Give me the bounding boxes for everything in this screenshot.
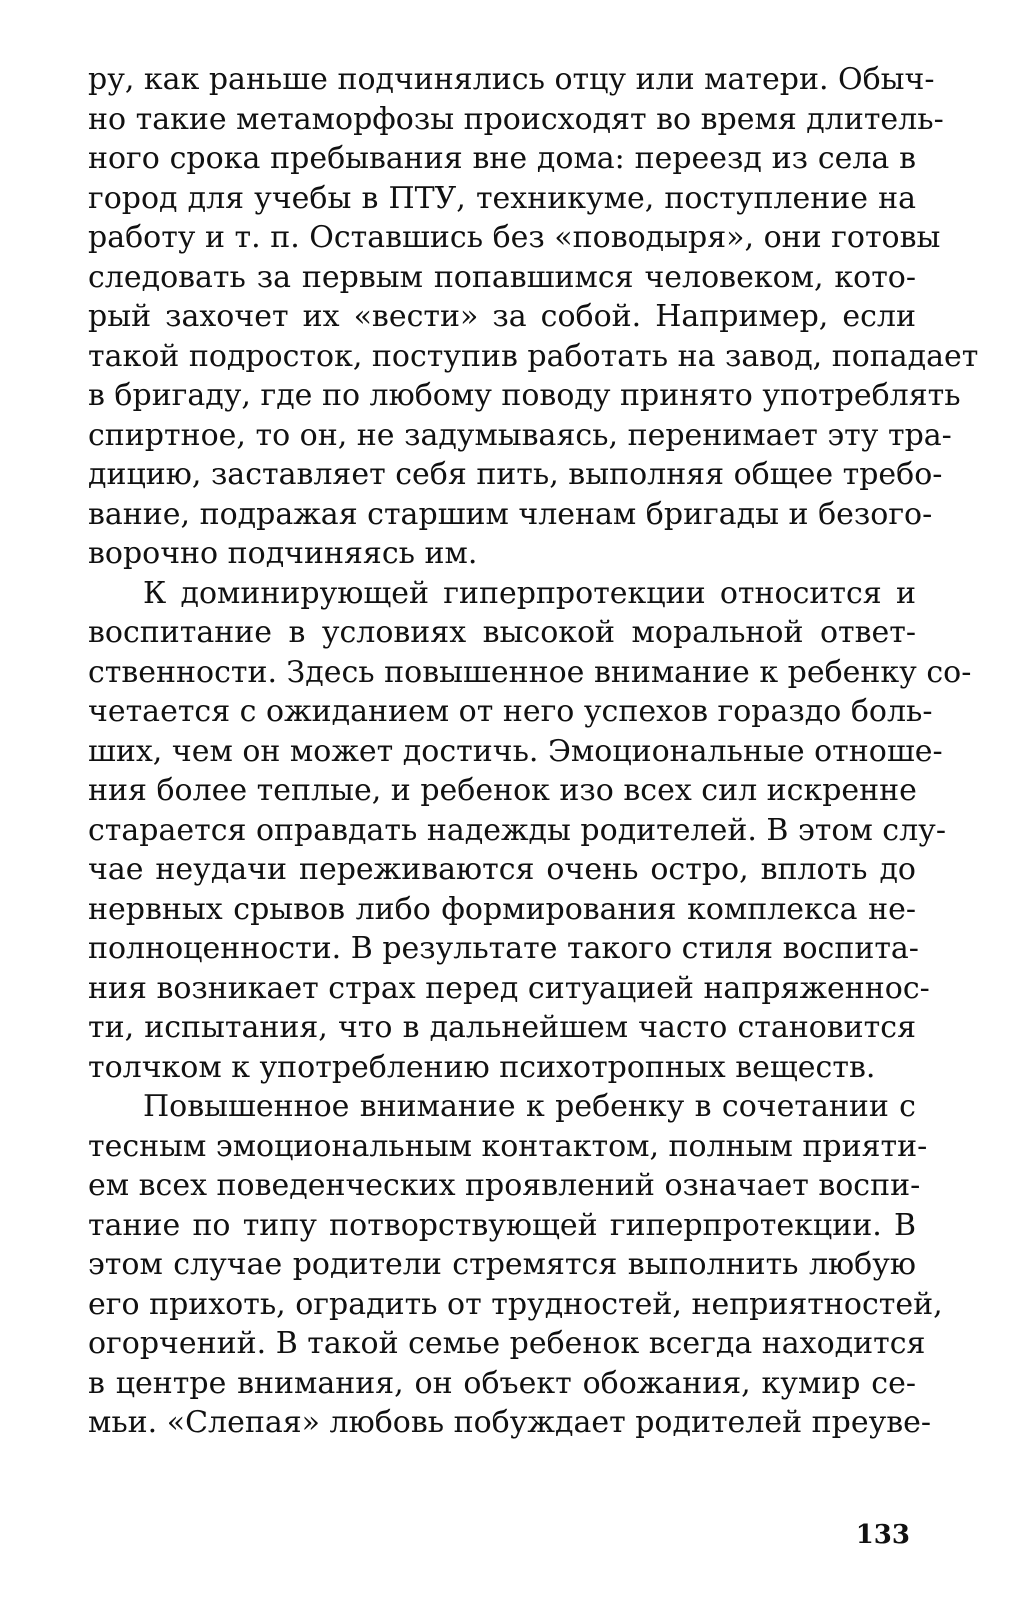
text-line: ру, как раньше подчинялись отцу или матери. Обыч- — [88, 62, 935, 97]
text-line: полноценности. В результате такого стиля воспита- — [88, 931, 919, 966]
text-line: вание, подражая старшим членам бригады и безого- — [88, 496, 933, 532]
paragraph-3 — [88, 1087, 943, 1443]
page-body — [88, 60, 979, 1443]
text-line: следовать за первым попавшимся человеком, кото- — [88, 259, 916, 295]
page-number: 133 — [855, 1520, 910, 1550]
text-line: огорчений. В такой семье ребенок всегда находится — [88, 1326, 926, 1361]
text-line: мьи. «Слепая» любовь побуждает родителей преуве- — [88, 1405, 932, 1440]
text-line: ших, чем он может достичь. Эмоциональные отноше- — [88, 733, 943, 769]
text-line: дицию, заставляет себя пить, выполняя общее требо- — [88, 457, 943, 492]
text-line: его прихоть, оградить от трудностей, неприятностей, — [88, 1286, 943, 1322]
text-line: четается с ожиданием от него успехов гораздо боль- — [88, 694, 933, 729]
text-line: работу и т. п. Оставшись без «поводыря», они готовы — [88, 220, 941, 255]
text-line: воспитание в условиях высокой моральной ответ- — [88, 615, 916, 650]
text-line: в бригаду, где по любому поводу принято употреблять — [88, 378, 961, 413]
text-line: толчком к употреблению психотропных веществ. — [88, 1049, 876, 1085]
text-line: ственности. Здесь повышенное внимание к ребенку со- — [88, 654, 972, 690]
text-line: ем всех поведенческих проявлений означает воспи- — [88, 1168, 921, 1203]
text-line: тесным эмоциональным контактом, полным прияти- — [88, 1128, 928, 1164]
text-line: ного срока пребывания вне дома: переезд из села в — [88, 141, 916, 176]
text-line: ворочно подчиняясь им. — [88, 536, 478, 571]
text-line: тание по типу потворствующей гиперпротекции. В — [88, 1207, 916, 1243]
text-line: чае неудачи переживаются очень остро, вплоть до — [88, 852, 916, 887]
paragraph-2 — [88, 574, 972, 1088]
text-line: ти, испытания, что в дальнейшем часто становится — [88, 1010, 916, 1045]
text-line: город для учебы в ПТУ, техникуме, поступление на — [88, 180, 916, 216]
text-line: ния возникает страх перед ситуацией напряженнос- — [88, 970, 930, 1006]
text-line: но такие метаморфозы происходят во время длитель- — [88, 101, 944, 137]
paragraph-1 — [88, 60, 979, 574]
text-line: в центре внимания, он объект обожания, кумир се- — [88, 1365, 916, 1401]
text-line: спиртное, то он, не задумываясь, перенимает эту тра- — [88, 417, 952, 453]
text-line: нервных срывов либо формирования комплекса не- — [88, 891, 916, 927]
text-line: рый захочет их «вести» за собой. Например, если — [88, 299, 916, 334]
text-line: такой подросток, поступив работать на завод, попадает — [88, 338, 979, 374]
text-line: К доминирующей гиперпротекции относится и — [143, 575, 916, 611]
text-line: старается оправдать надежды родителей. В этом слу- — [88, 812, 946, 848]
text-line: этом случае родители стремятся выполнить любую — [88, 1247, 916, 1282]
text-line: ния более теплые, и ребенок изо всех сил искренне — [88, 773, 917, 808]
text-line: Повышенное внимание к ребенку в сочетании с — [143, 1089, 916, 1124]
